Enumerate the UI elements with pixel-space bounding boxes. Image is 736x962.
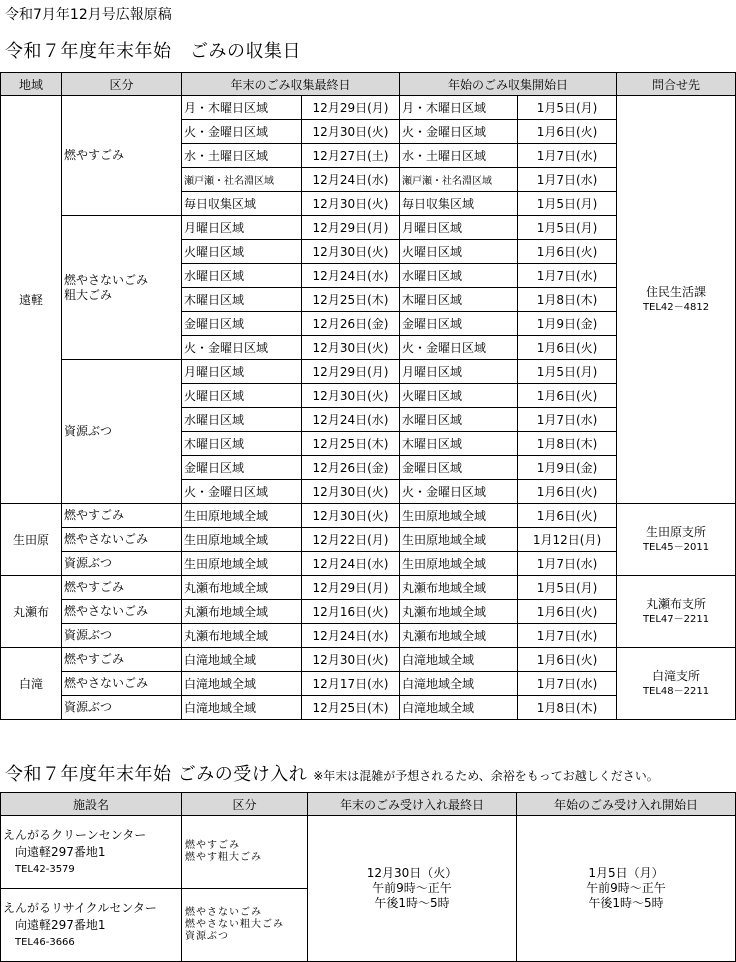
year-end-date: 12月30日(火): [302, 240, 400, 264]
new-year-date: 1月6日(火): [518, 120, 617, 144]
year-end-date: 12月29日(月): [302, 360, 400, 384]
section2-note: ※年末は混雑が予想されるため、余裕をもってお越しください。: [313, 769, 659, 783]
new-year-zone: 生田原地域全域: [400, 552, 518, 576]
new-year-date: 1月7日(水): [518, 144, 617, 168]
contact-office: 生田原支所: [646, 524, 707, 539]
new-year-date: 1月7日(水): [518, 624, 617, 648]
year-end-date: 12月27日(土): [302, 144, 400, 168]
category-label: 資源ぶつ: [62, 696, 182, 720]
facility-cell: [1, 889, 182, 962]
new-year-zone: 白滝地域全域: [400, 696, 518, 720]
new-year-zone: 月・木曜日区域: [400, 96, 518, 120]
new-year-zone: 毎日収集区域: [400, 192, 518, 216]
section2-title-text: 令和７年度年末年始 ごみの受け入れ: [5, 764, 308, 785]
year-end-zone: 月曜日区域: [182, 360, 302, 384]
table-header-row: [1, 793, 736, 816]
new-year-zone: 木曜日区域: [400, 432, 518, 456]
facility-table: [0, 792, 736, 962]
new-year-zone: 白滝地域全域: [400, 648, 518, 672]
area-name: 遠軽: [1, 96, 62, 504]
section2-title: [5, 760, 659, 786]
year-end-zone: 金曜日区域: [182, 456, 302, 480]
new-year-date: 1月8日(木): [518, 432, 617, 456]
contact-cell: [617, 504, 736, 576]
category-label: 資源ぶつ: [62, 624, 182, 648]
year-end-date: 12月30日(火): [302, 384, 400, 408]
new-year-zone: 水曜日区域: [400, 408, 518, 432]
category-label: 資源ぶつ: [62, 552, 182, 576]
new-year-date: 1月7日(水): [518, 264, 617, 288]
year-end-date: 12月24日(水): [302, 264, 400, 288]
year-end-zone: 水曜日区域: [182, 264, 302, 288]
new-year-date: 1月7日(水): [518, 168, 617, 192]
year-end-zone: 生田原地域全域: [182, 504, 302, 528]
section1-title: 令和７年度年末年始 ごみの収集日: [5, 41, 301, 62]
new-year-date: 1月5日(月): [518, 192, 617, 216]
year-end-zone: 瀬戸瀬・社名淵区域: [182, 168, 302, 192]
year-end-zone: 火・金曜日区域: [182, 120, 302, 144]
year-end-zone: 白滝地域全域: [182, 648, 302, 672]
new-year-date: 1月6日(火): [518, 480, 617, 504]
facility-kinds: 燃やすごみ 燃やす粗大ごみ: [182, 816, 308, 889]
new-year-date: 1月5日(月): [518, 360, 617, 384]
header-facility: 施設名: [1, 793, 182, 816]
table-header-row: [1, 73, 736, 96]
table-row: [1, 816, 736, 889]
year-end-zone: 生田原地域全域: [182, 528, 302, 552]
new-year-zone: 火曜日区域: [400, 384, 518, 408]
area-name: 生田原: [1, 504, 62, 576]
new-year-date: 1月8日(木): [518, 696, 617, 720]
new-year-zone: 火・金曜日区域: [400, 336, 518, 360]
facility-address: 向遠軽297番地1: [15, 917, 106, 932]
new-year-date: 1月8日(木): [518, 288, 617, 312]
new-year-zone: 月曜日区域: [400, 360, 518, 384]
year-end-zone: 生田原地域全域: [182, 552, 302, 576]
new-year-zone: 丸瀬布地域全域: [400, 624, 518, 648]
contact-office: 白滝支所: [652, 668, 701, 683]
new-year-date: 1月12日(月): [518, 528, 617, 552]
year-end-date: 12月29日(月): [302, 216, 400, 240]
table-row: [1, 648, 736, 672]
contact-cell: [617, 96, 736, 504]
collection-schedule-table: [0, 72, 736, 720]
facility-kinds: 燃やさないごみ 燃やさない粗大ごみ 資源ぶつ: [182, 889, 308, 962]
new-year-date: 1月9日(金): [518, 456, 617, 480]
new-year-date: 1月5日(月): [518, 576, 617, 600]
new-year-zone: 瀬戸瀬・社名淵区域: [400, 168, 518, 192]
year-end-date: 12月29日(月): [302, 96, 400, 120]
header-kind: 区分: [182, 793, 308, 816]
new-year-zone: 金曜日区域: [400, 312, 518, 336]
year-end-date: 12月29日(月): [302, 576, 400, 600]
table-row: [1, 96, 736, 120]
category-label: 燃やすごみ: [62, 504, 182, 528]
area-name: 丸瀬布: [1, 576, 62, 648]
year-end-zone: 火・金曜日区域: [182, 336, 302, 360]
new-year-date: 1月6日(火): [518, 240, 617, 264]
new-year-zone: 丸瀬布地域全域: [400, 576, 518, 600]
year-end-zone: 丸瀬布地域全域: [182, 624, 302, 648]
table-row: [1, 504, 736, 528]
year-end-zone: 白滝地域全域: [182, 696, 302, 720]
contact-office: 住民生活課: [646, 284, 707, 299]
year-end-date: 12月30日(火): [302, 648, 400, 672]
year-end-zone: 白滝地域全域: [182, 672, 302, 696]
new-year-date: 1月6日(火): [518, 384, 617, 408]
year-end-zone: 火・金曜日区域: [182, 480, 302, 504]
header-new-year: 年始のごみ受け入れ開始日: [517, 793, 736, 816]
year-end-zone: 金曜日区域: [182, 312, 302, 336]
new-year-zone: 生田原地域全域: [400, 504, 518, 528]
new-year-zone: 白滝地域全域: [400, 672, 518, 696]
year-end-date: 12月30日(火): [302, 336, 400, 360]
contact-cell: [617, 576, 736, 648]
year-end-zone: 月曜日区域: [182, 216, 302, 240]
year-end-zone: 丸瀬布地域全域: [182, 576, 302, 600]
year-end-date: 12月26日(金): [302, 312, 400, 336]
header-note: 令和7月年12月号広報原稿: [5, 7, 172, 23]
year-end-hours: 12月30日（火） 午前9時～正午 午後1時～5時: [308, 816, 517, 962]
year-end-zone: 火曜日区域: [182, 240, 302, 264]
new-year-zone: 木曜日区域: [400, 288, 518, 312]
header-year-end: 年末のごみ収集最終日: [182, 73, 400, 96]
year-end-date: 12月30日(火): [302, 120, 400, 144]
year-end-date: 12月24日(水): [302, 624, 400, 648]
new-year-zone: 水・土曜日区域: [400, 144, 518, 168]
contact-tel: TEL48－2211: [642, 685, 710, 697]
new-year-date: 1月5日(月): [518, 96, 617, 120]
year-end-date: 12月22日(月): [302, 528, 400, 552]
new-year-date: 1月6日(火): [518, 504, 617, 528]
year-end-zone: 水・土曜日区域: [182, 144, 302, 168]
year-end-zone: 月・木曜日区域: [182, 96, 302, 120]
category-label: 燃やさないごみ 粗大ごみ: [62, 216, 182, 360]
new-year-date: 1月6日(火): [518, 600, 617, 624]
contact-tel: TEL45－2011: [642, 541, 710, 553]
new-year-zone: 水曜日区域: [400, 264, 518, 288]
new-year-zone: 火・金曜日区域: [400, 120, 518, 144]
year-end-date: 12月30日(火): [302, 480, 400, 504]
year-end-date: 12月24日(水): [302, 552, 400, 576]
year-end-zone: 木曜日区域: [182, 432, 302, 456]
new-year-date: 1月6日(火): [518, 336, 617, 360]
year-end-zone: 毎日収集区域: [182, 192, 302, 216]
new-year-date: 1月5日(月): [518, 216, 617, 240]
new-year-zone: 月曜日区域: [400, 216, 518, 240]
area-name: 白滝: [1, 648, 62, 720]
new-year-zone: 火・金曜日区域: [400, 480, 518, 504]
category-label: 燃やすごみ: [62, 96, 182, 216]
header-new-year: 年始のごみ収集開始日: [400, 73, 617, 96]
facility-tel: TEL46-3666: [15, 936, 75, 948]
year-end-date: 12月25日(木): [302, 288, 400, 312]
category-label: 燃やさないごみ: [62, 528, 182, 552]
new-year-hours: 1月5日（月） 午前9時～正午 午後1時～5時: [517, 816, 736, 962]
facility-tel: TEL42-3579: [15, 863, 75, 875]
contact-office: 丸瀬布支所: [646, 596, 707, 611]
year-end-date: 12月24日(水): [302, 168, 400, 192]
contact-tel: TEL42－4812: [642, 301, 710, 313]
year-end-date: 12月30日(火): [302, 192, 400, 216]
new-year-zone: 火曜日区域: [400, 240, 518, 264]
year-end-date: 12月30日(火): [302, 504, 400, 528]
year-end-date: 12月17日(水): [302, 672, 400, 696]
table-row: [1, 576, 736, 600]
year-end-zone: 木曜日区域: [182, 288, 302, 312]
header-contact: 問合せ先: [617, 73, 736, 96]
year-end-zone: 丸瀬布地域全域: [182, 600, 302, 624]
contact-tel: TEL47－2211: [642, 613, 710, 625]
year-end-date: 12月25日(木): [302, 696, 400, 720]
new-year-zone: 金曜日区域: [400, 456, 518, 480]
year-end-zone: 火曜日区域: [182, 384, 302, 408]
year-end-date: 12月24日(水): [302, 408, 400, 432]
category-label: 燃やさないごみ: [62, 600, 182, 624]
year-end-date: 12月26日(金): [302, 456, 400, 480]
year-end-date: 12月25日(木): [302, 432, 400, 456]
category-label: 燃やさないごみ: [62, 672, 182, 696]
category-label: 燃やすごみ: [62, 648, 182, 672]
facility-address: 向遠軽297番地1: [15, 844, 106, 859]
new-year-zone: 丸瀬布地域全域: [400, 600, 518, 624]
header-area: 地域: [1, 73, 62, 96]
contact-cell: [617, 648, 736, 720]
new-year-date: 1月9日(金): [518, 312, 617, 336]
year-end-zone: 水曜日区域: [182, 408, 302, 432]
year-end-date: 12月16日(火): [302, 600, 400, 624]
facility-cell: [1, 816, 182, 889]
header-category: 区分: [62, 73, 182, 96]
header-year-end: 年末のごみ受け入れ最終日: [308, 793, 517, 816]
facility-name: えんがるリサイクルセンター: [3, 900, 157, 915]
new-year-date: 1月7日(水): [518, 672, 617, 696]
new-year-date: 1月7日(水): [518, 408, 617, 432]
new-year-zone: 生田原地域全域: [400, 528, 518, 552]
category-label: 燃やすごみ: [62, 576, 182, 600]
new-year-date: 1月6日(火): [518, 648, 617, 672]
facility-name: えんがるクリーンセンター: [3, 827, 147, 842]
category-label: 資源ぶつ: [62, 360, 182, 504]
new-year-date: 1月7日(水): [518, 552, 617, 576]
